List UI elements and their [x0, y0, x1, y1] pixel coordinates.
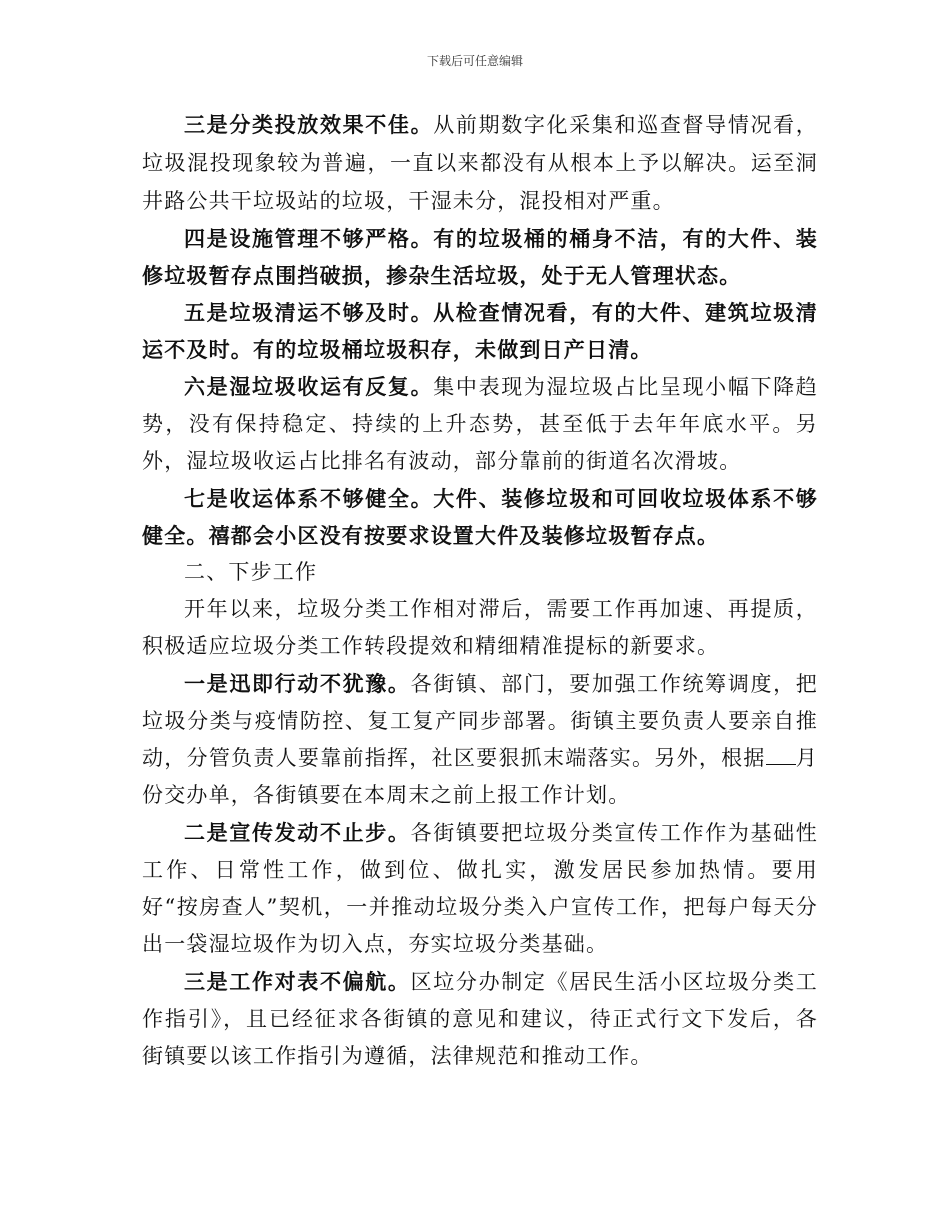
paragraph-step-2 — [142, 814, 818, 963]
page-header-note: 下载后可任意编辑 — [426, 54, 523, 68]
paragraph-issue-6 — [142, 368, 818, 480]
paragraph-body: 开年以来，垃圾分类工作相对滞后，需要工作再加速、再提质，积极适应垃圾分类工作转段提效和精细精准提标的新要求。 — [142, 597, 818, 658]
paragraph-step-1 — [142, 665, 818, 814]
paragraph-body: 各街镇要把垃圾分类宣传工作作为基础性工作、日常性工作，做到位、做扎实，激发居民参加热情。要用好“按房查人”契机，一并推动垃圾分类入户宣传工作，把每户每天分出一袋湿垃圾作为切入点，夯实垃圾分类基础。 — [142, 821, 818, 956]
paragraph-lead: 三是分类投放效果不佳。 — [184, 112, 434, 137]
paragraph-step-3 — [142, 963, 818, 1075]
paragraph-body: 区垃分办制定《居民生活小区垃圾分类工作指引》，且已经征求各街镇的意见和建议，待正式行文下发后，各街镇要以该工作指引为遵循，法律规范和推动工作。 — [142, 970, 818, 1068]
paragraph-issue-7 — [142, 480, 818, 554]
paragraph-lead: 五是垃圾清运不够及时。从检查情况看，有的大件、建筑垃圾清运不及时。有的垃圾桶垃圾积存，未做到日产日清。 — [142, 300, 818, 362]
paragraph-body: 集中表现为湿垃圾占比呈现小幅下降趋势，没有保持稳定、持续的上升态势，甚至低于去年年底水平。另外，湿垃圾收运占比排名有波动，部分靠前的街道名次滑坡。 — [142, 375, 818, 473]
paragraph-lead: 六是湿垃圾收运有反复。 — [184, 374, 434, 399]
paragraph-lead: 七是收运体系不够健全。大件、装修垃圾和可回收垃圾体系不够健全。禧都会小区没有按要求设置大件及装修垃圾暂存点。 — [142, 486, 818, 548]
paragraph-body: 从前期数字化采集和巡查督导情况看，垃圾混投现象较为普遍，一直以来都没有从根本上予以解决。运至洞井路公共干垃圾站的垃圾，干湿未分，混投相对严重。 — [142, 113, 818, 213]
fill-in-blank — [766, 746, 796, 765]
paragraph-body-continued: 月份交办单，各街镇要在本周末之前上报工作计划。 — [142, 746, 818, 807]
paragraph-issue-4 — [142, 220, 818, 294]
paragraph-issue-3 — [142, 106, 818, 220]
paragraph-lead: 三是工作对表不偏航。 — [184, 969, 411, 994]
paragraph-lead: 二是宣传发动不止步。 — [184, 820, 411, 845]
document-body — [142, 106, 818, 1075]
paragraph-lead: 一是迅即行动不犹豫。 — [184, 671, 411, 696]
section-heading-text: 二、下步工作 — [184, 560, 318, 584]
paragraph-issue-5 — [142, 294, 818, 368]
paragraph-intro — [142, 591, 818, 665]
paragraph-lead: 四是设施管理不够严格。有的垃圾桶的桶身不洁，有的大件、装修垃圾暂存点围挡破损，掺杂生活垃圾，处于无人管理状态。 — [142, 226, 818, 288]
paragraph-body: 各街镇、部门，要加强工作统筹调度，把垃圾分类与疫情防控、复工复产同步部署。街镇主要负责人要亲自推动，分管负责人要靠前指挥，社区要狠抓末端落实。另外，根据 — [142, 672, 818, 770]
section-heading-next-steps — [142, 554, 818, 591]
